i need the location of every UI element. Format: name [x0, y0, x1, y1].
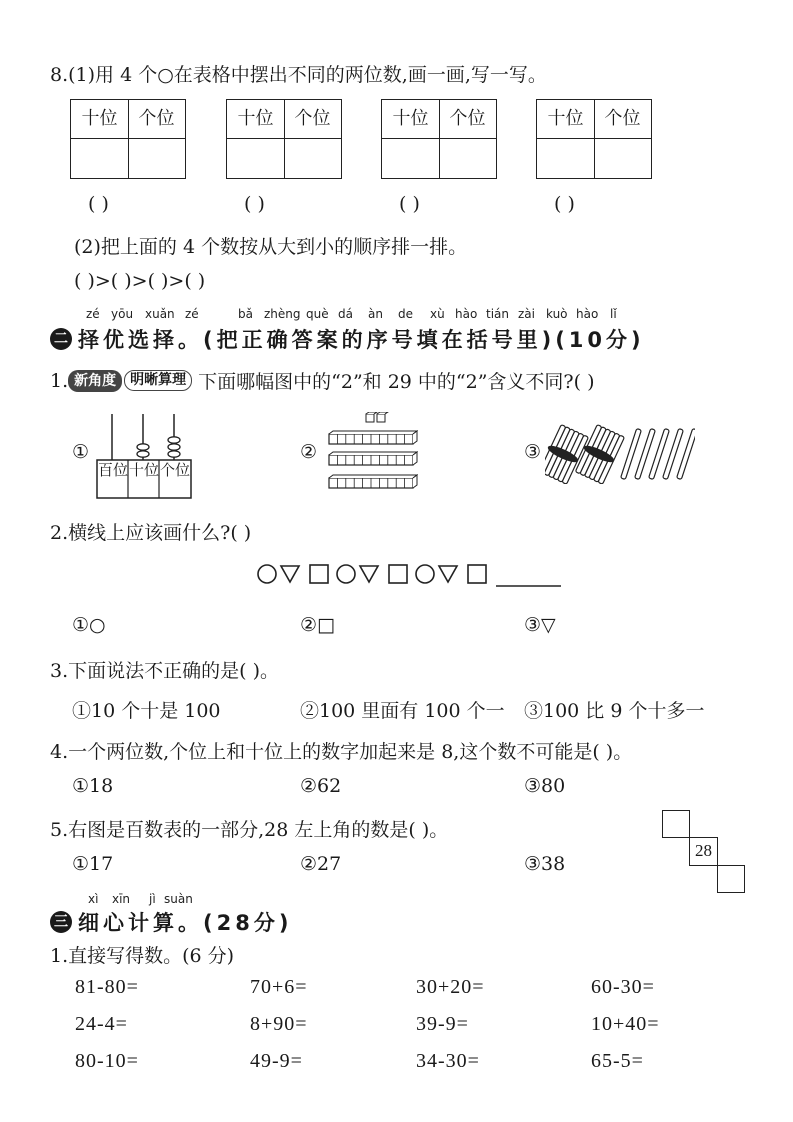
s2q1-line — [50, 367, 594, 394]
reasoning-tag: 明晰算理 — [124, 370, 192, 391]
abacus-label-tens: 十位 — [129, 461, 160, 479]
base-ten-blocks-figure — [326, 412, 418, 496]
s2q5-option1[interactable]: ①17 — [72, 853, 114, 875]
grid-cell-empty-bottom — [717, 865, 745, 893]
s2q2-text: 2.横线上应该画什么?( ) — [50, 522, 252, 544]
tens-header: 十位 — [382, 100, 440, 138]
s2q4-option3[interactable]: ③80 — [524, 775, 566, 797]
calc-item[interactable]: 80-10= — [75, 1050, 139, 1072]
s2q1-option2-marker[interactable]: ② — [300, 441, 318, 463]
tens-header: 十位 — [71, 100, 129, 138]
section3-badge: 三 — [50, 911, 72, 933]
section2-title: 择优选择。(把正确答案的序号填在括号里)(10分) — [78, 328, 645, 352]
calc-item[interactable]: 39-9= — [416, 1013, 469, 1035]
section2-badge: 二 — [50, 328, 72, 350]
answer-blank-4[interactable]: ( ) — [554, 193, 575, 215]
s2q5-text: 5.右图是百数表的一部分,28 左上角的数是( )。 — [50, 819, 449, 841]
s3q1-text: 1.直接写得数。(6 分) — [50, 945, 235, 967]
calc-item[interactable]: 34-30= — [416, 1050, 480, 1072]
section3-heading — [50, 907, 292, 937]
calc-item[interactable]: 10+40= — [591, 1013, 660, 1035]
place-value-table-2 — [226, 99, 342, 179]
ones-header: 个位 — [449, 108, 486, 129]
s2q3-option2[interactable]: ②100 里面有 100 个一 — [300, 700, 505, 722]
ones-header: 个位 — [138, 108, 175, 129]
shape-pattern — [256, 562, 566, 590]
section2-heading — [50, 324, 645, 354]
abacus-figure — [94, 414, 194, 500]
calc-item[interactable]: 49-9= — [250, 1050, 303, 1072]
s2q3-text: 3.下面说法不正确的是( )。 — [50, 660, 279, 682]
s2q4-text: 4.一个两位数,个位上和十位上的数字加起来是 8,这个数不可能是( )。 — [50, 741, 633, 763]
section3-title: 细心计算。(28分) — [78, 911, 293, 935]
s2q2-option1[interactable]: ①○ — [72, 614, 106, 636]
ones-header: 个位 — [604, 108, 641, 129]
s2q4-option1[interactable]: ①18 — [72, 775, 114, 797]
s2q2-option3[interactable]: ③▽ — [524, 614, 556, 636]
s2q1-number: 1. — [50, 369, 69, 392]
ones-header: 个位 — [294, 108, 331, 129]
answer-blank-3[interactable]: ( ) — [399, 193, 420, 215]
order-answer-line[interactable]: ( )>( )>( )>( ) — [74, 270, 206, 292]
calc-item[interactable]: 30+20= — [416, 976, 485, 998]
grid-cell-empty-top — [662, 810, 690, 838]
place-value-table-4 — [536, 99, 652, 179]
stick-bundles-figure — [545, 424, 695, 484]
place-value-table-1 — [70, 99, 186, 179]
calc-item[interactable]: 81-80= — [75, 976, 139, 998]
s2q4-option2[interactable]: ②62 — [300, 775, 342, 797]
abacus-label-hundreds: 百位 — [98, 461, 129, 479]
answer-blank-1[interactable]: ( ) — [88, 193, 109, 215]
tens-header: 十位 — [227, 100, 285, 138]
calc-item[interactable]: 60-30= — [591, 976, 655, 998]
s2q1-option3-marker[interactable]: ③ — [524, 441, 542, 463]
calc-item[interactable]: 70+6= — [250, 976, 308, 998]
calc-item[interactable]: 24-4= — [75, 1013, 128, 1035]
s2q3-option3[interactable]: ③100 比 9 个十多一 — [524, 700, 705, 722]
q8-part1-text: 8.(1)用 4 个○在表格中摆出不同的两位数,画一画,写一写。 — [50, 64, 547, 86]
s2q2-option2[interactable]: ②□ — [300, 614, 335, 636]
q8-part2-text: (2)把上面的 4 个数按从大到小的顺序排一排。 — [74, 236, 468, 258]
abacus-label-ones: 个位 — [160, 461, 191, 479]
s2q5-option3[interactable]: ③38 — [524, 853, 566, 875]
s2q1-text: 下面哪幅图中的“2”和 29 中的“2”含义不同?( ) — [198, 371, 595, 393]
answer-blank-2[interactable]: ( ) — [244, 193, 265, 215]
grid-cell-28: 28 — [689, 837, 718, 866]
calc-item[interactable]: 8+90= — [250, 1013, 308, 1035]
place-value-table-3 — [381, 99, 497, 179]
s2q1-option1-marker[interactable]: ① — [72, 441, 90, 463]
calc-item[interactable]: 65-5= — [591, 1050, 644, 1072]
new-angle-tag: 新角度 — [68, 370, 122, 392]
ten-rods — [329, 431, 417, 488]
s2q5-option2[interactable]: ②27 — [300, 853, 342, 875]
tens-header: 十位 — [537, 100, 595, 138]
s2q3-option1[interactable]: ①10 个十是 100 — [72, 700, 221, 722]
